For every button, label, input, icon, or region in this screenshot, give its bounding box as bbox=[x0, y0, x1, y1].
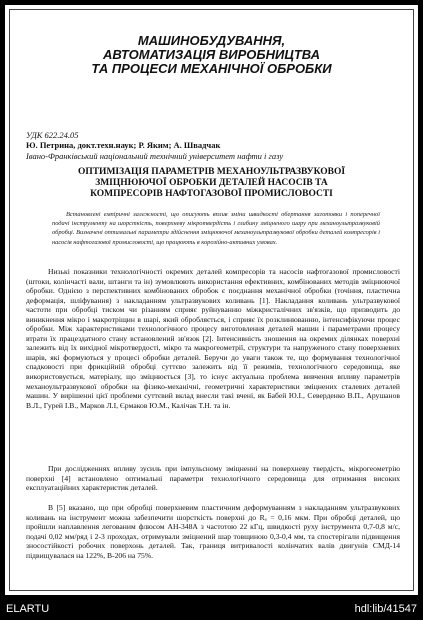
section-heading-line-3: ТА ПРОЦЕСИ МЕХАНІЧНОЇ ОБРОБКИ bbox=[91, 61, 332, 76]
title-line-3: КОМПРЕСОРІВ НАФТОГАЗОВОЇ ПРОМИСЛОВОСТІ bbox=[90, 189, 333, 199]
footer-repository-label: ELARTU bbox=[6, 603, 50, 615]
title-line-1: ОПТИМІЗАЦІЯ ПАРАМЕТРІВ МЕХАНОУЛЬТРАЗВУКОВОЇ bbox=[77, 167, 346, 177]
title-line-2: ЗМІЦНЮЮЧОЇ ОБРОБКИ ДЕТАЛЕЙ НАСОСІВ ТА bbox=[95, 178, 328, 188]
udk-code: УДК 622.24.05 bbox=[26, 130, 79, 140]
section-heading-line-2: АВТОМАТИЗАЦІЯ ВИРОБНИЦТВА bbox=[102, 47, 321, 62]
body-paragraph-1: Низькі показники технологічності окремих деталей компресорів та насосів нафтогазової промисловості (штоки, колінчасті вали, штанги та ін) зумовлюють використання ефективних, комбінованих методів зміцнюючої обробки. Однією з перспективних комбінованих обробок є поєднання механічної обробки (точіння, пластична деформація, шліфування) з накладанням ультразвукових коливань [1]. Накладання коливань ультразвукової частоти при обробці тиском чи різанням сприяє руйнуванню міжкристалічних зв'язків, що призводить до виникнення мікро і макротріщин в шарі, який обробляється, і сприяє їх розклинюванню, інтенсифікуючи процес обробки. Між характеристиками технологічного процесу виготовлення деталей машин і параметрами процесу втрати їх працездатного стану встановлений зв'язок [2]. Інтенсивність зношення на окремих ділянках поверхні залежить від їх вихідної мікротвердості, мікро та макрогеометрії, структури та напруженого стану поверхневих шарів, які формуються у процесі обробки деталей. Беручи до уваги також те, що формування технологічної спадковості при фрикційній обробці суттєво залежить від її режимів, технологічного середовища, яке використовується, матеріалу, що зміцнюється [3], то існує актуальна проблема вивчення впливу параметрів механоультразвукової обробки на фізико-механічні, геометричні характеристики зміцнених сталевих деталей машин. У вирішенні цієї проблеми суттєвий вклад внесли такі вчені, як Бабей Ю.І., Северденко В.П., Арушанов В.Л., Гурей І.В., Марков Л.І, Єрмаков Ю.М., Калічак Т.Н. та ін. bbox=[26, 267, 400, 410]
affiliation: Івано-Франківський національний технічний університет нафти і газу bbox=[26, 151, 284, 161]
paper-page bbox=[5, 5, 418, 595]
body-paragraph-2: При дослідженнях впливу зусиль при імпульсному зміцненні на поверхневу твердість, мікрогеометрію поверхні [4] встановлено оптимальні параметри технологічного середовища для отримання високих експлуатаційних характеристик деталей. bbox=[26, 464, 400, 493]
authors: Ю. Петрина, докт.техн.наук; Р. Яким; А. Швадчак bbox=[26, 140, 221, 150]
body-paragraph-3: В [5] вказано, що при обробці поверхневим пластичним деформуванням з накладанням ультразвукових коливань на інструмент можна забезпечити шорсткість поверхні до Rₐ = 0,16 мкм. При обробці деталей, що пройшли наплавлення легованим флюсом АН-348А з частотою 22 кГц, швидкості руху інструмента 0,7-0,8 м/с, подачі 0,02 мм/ряд і 2-3 проходах, отримували зміцнений шар товщиною 0,3-0,4 мм, та спостерігали підвищення зносостійкості робочих поверхонь деталей. Так, границя витривалості колінчатих валів двигунів СМД-14 підвищувалася на 122%, В-206 на 75%. bbox=[26, 503, 400, 560]
section-heading-line-1: МАШИНОБУДУВАННЯ, bbox=[137, 33, 286, 48]
footer-handle-label: hdl:lib/41547 bbox=[354, 603, 417, 615]
footer-band bbox=[0, 600, 423, 620]
abstract: Встановлені емпіричні залежності, що описують вплив зміни швидкості обертання заготовки і поперечної подачі інструменту на шорсткість, поверхневу мікротвердість і глибину зміцненого шару при механоультразвуковій обробці. Визначені оптимальні параметри здійснення зміцнюючої механоультразвукової обробки деталей компресорів і насосів нафтогазової промисловості, що працюють в корозійно-активних умовах. bbox=[52, 211, 380, 246]
paper-title bbox=[26, 167, 397, 200]
